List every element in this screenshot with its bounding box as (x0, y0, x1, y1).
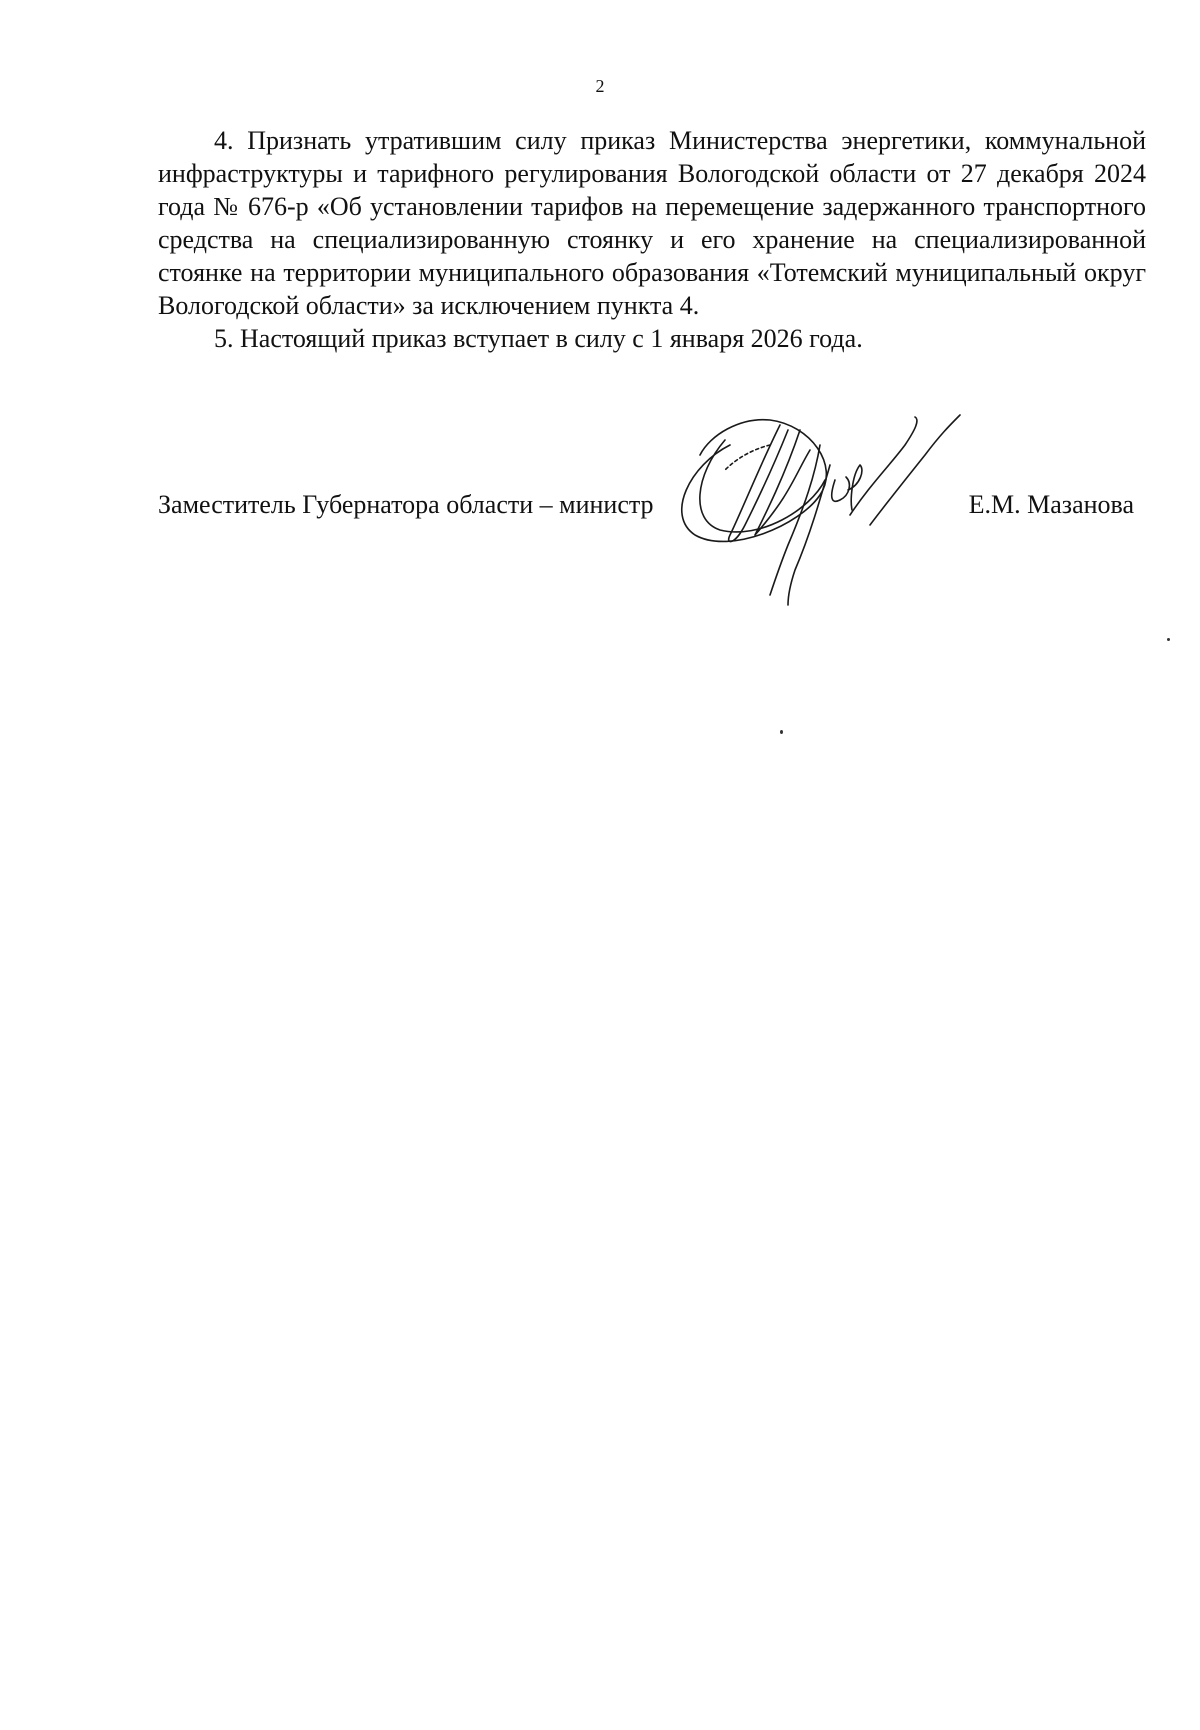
signature-block (158, 488, 1146, 528)
signature-flourish-2 (848, 465, 862, 510)
document-body (158, 124, 1146, 355)
signature-descender-2 (788, 465, 830, 605)
page-number: 2 (595, 76, 605, 96)
signature-stroke-4 (870, 415, 960, 525)
paragraph-5: 5. Настоящий приказ вступает в силу с 1 января 2026 года. (214, 324, 863, 353)
handwritten-signature (670, 405, 990, 610)
signatory-name: Е.М. Мазанова (968, 490, 1134, 519)
paragraph-4: 4. Признать утратившим силу приказ Министерства энергетики, коммунальной инфраструктуры и тарифного регулирования Вологодской области от 27 декабря 2024 года № 676-р «Об установлении тарифов на перемещение задержанного транспортного средства на специализированную стоянку и его хранение на специализированной стоянке на территории муниципального образования «Тотемский муниципальный округ Вологодской области» за исключением пункта 4. (158, 126, 1146, 320)
signatory-position: Заместитель Губернатора области – министр (158, 490, 654, 519)
signature-dashed (725, 445, 770, 470)
signature-flourish-1 (832, 477, 850, 501)
scan-speck (1167, 638, 1170, 641)
scan-speck (780, 730, 783, 734)
